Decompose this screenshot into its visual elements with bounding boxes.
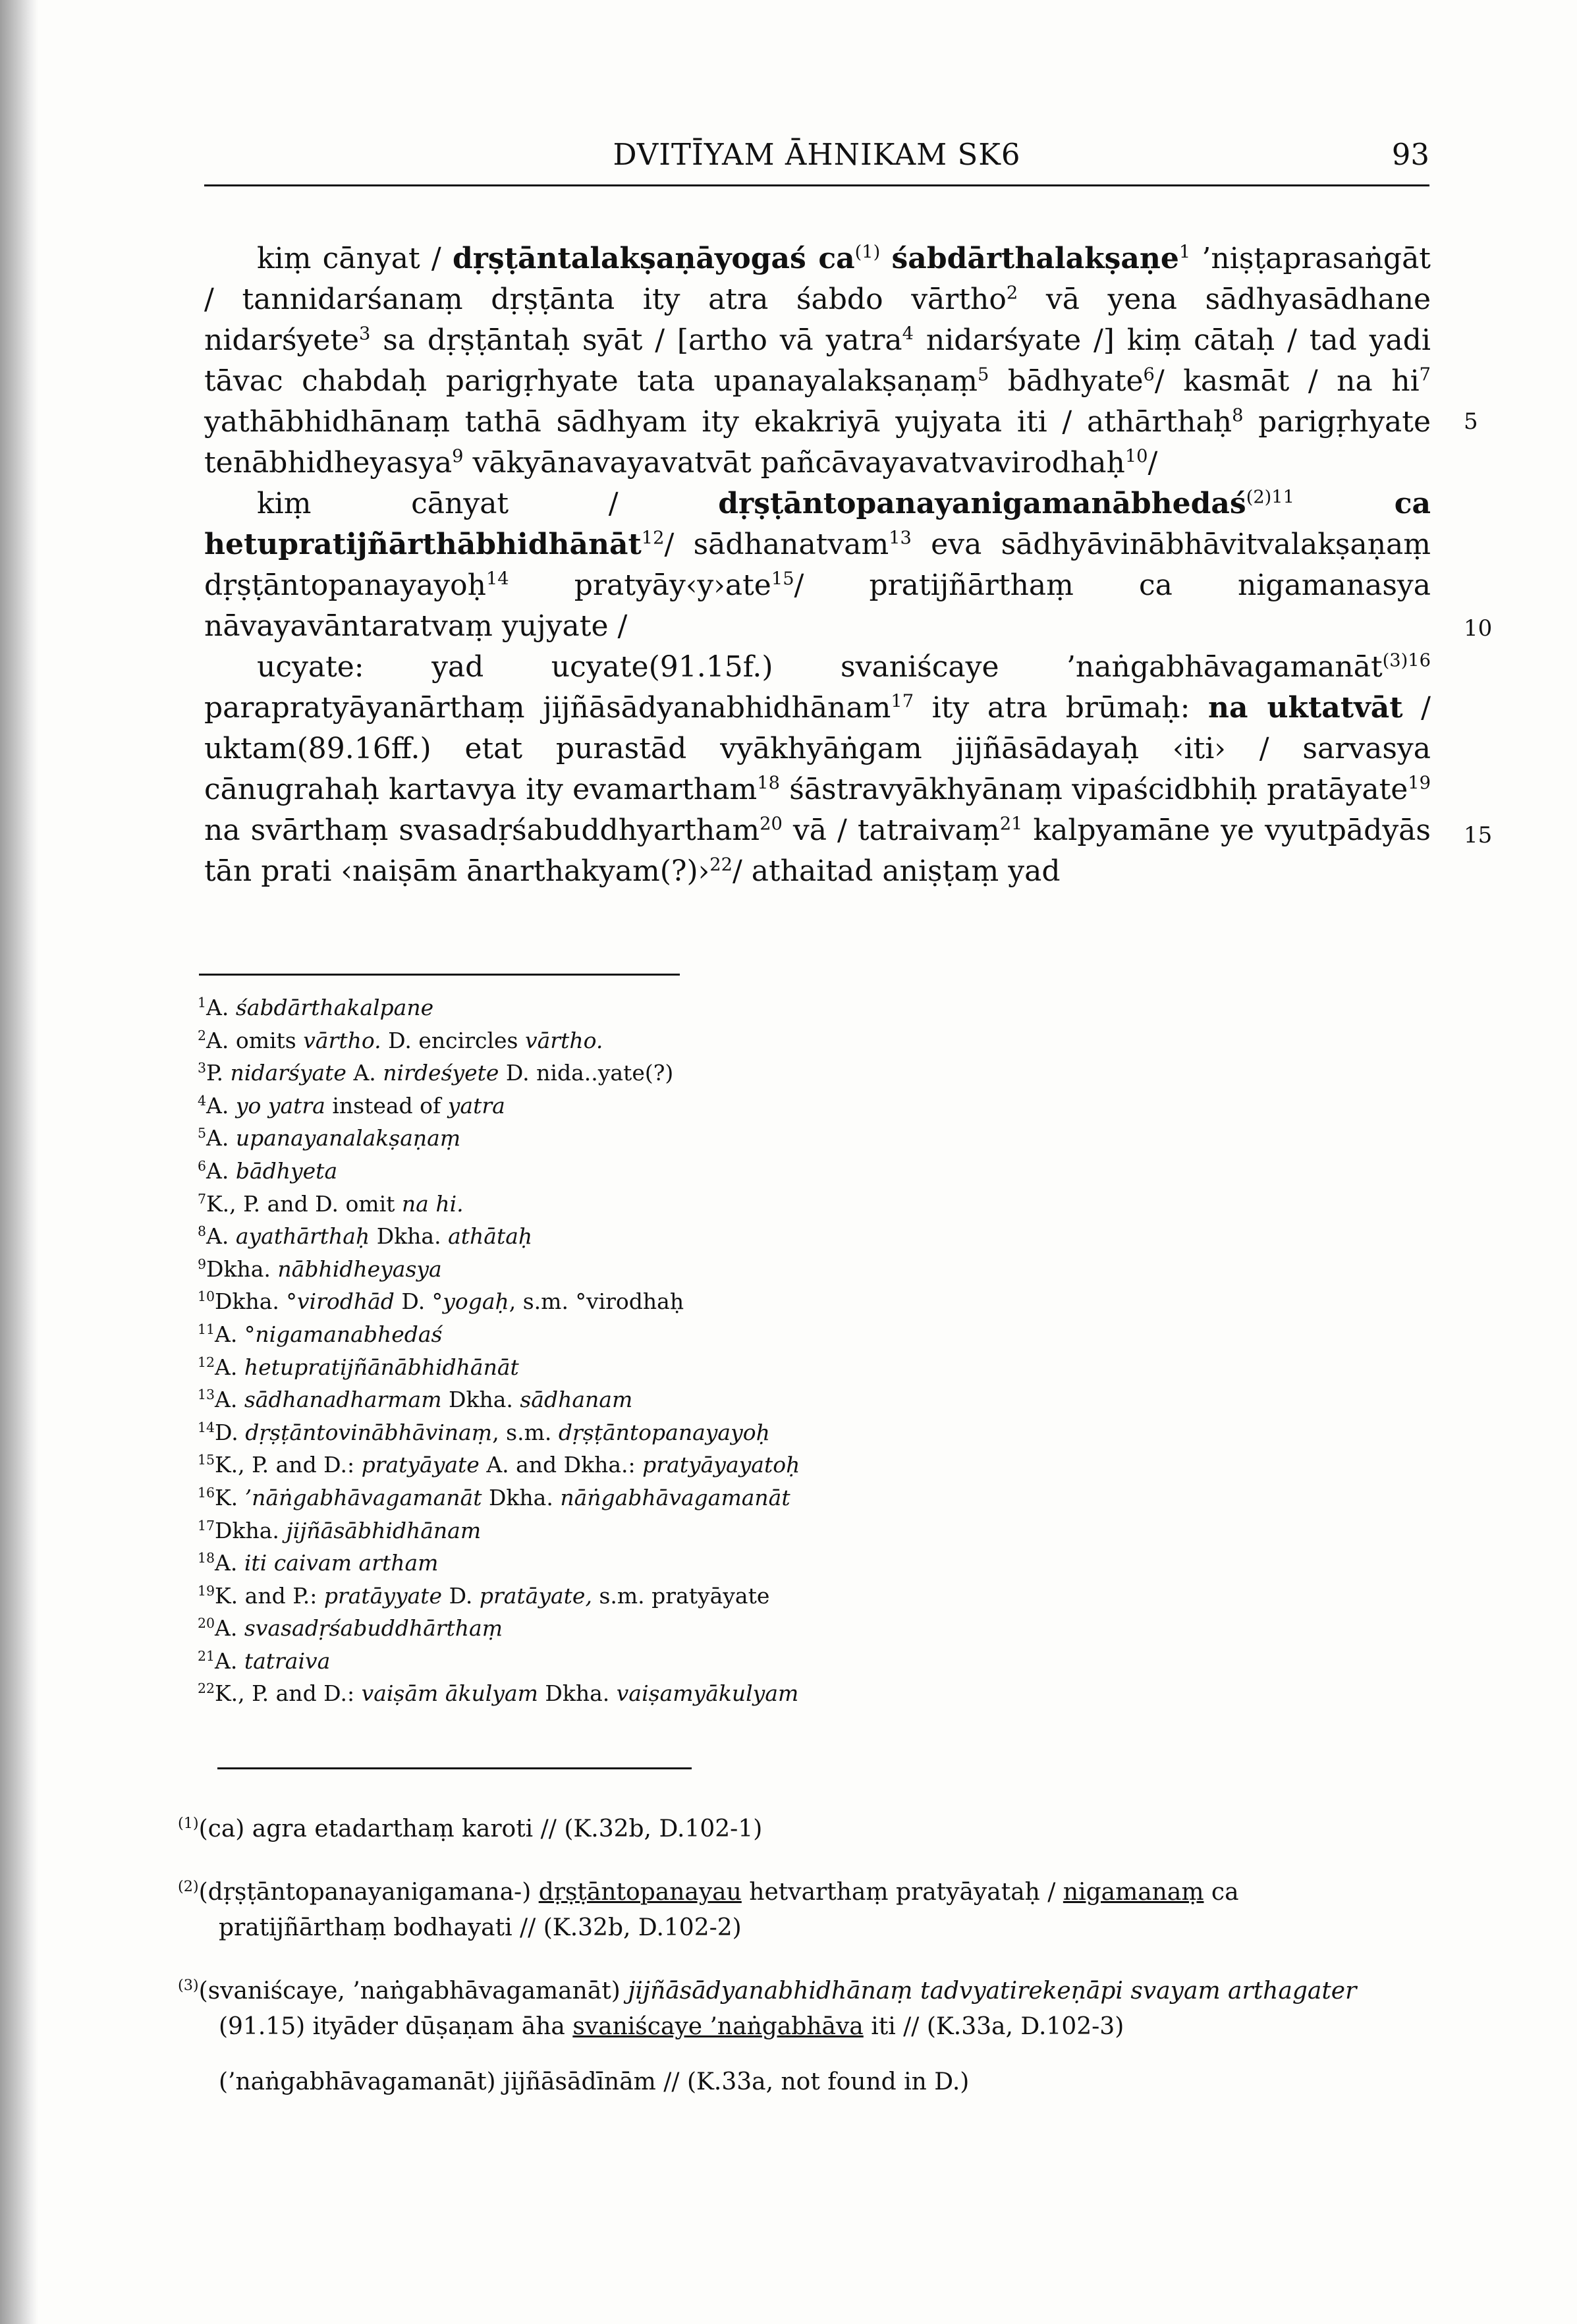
paragraph-1: kiṃ cānyat / dṛṣṭāntalakṣaṇāyogaś $ca^{(1)}$ śabdārthalakṣaṇe$^1$ ’niṣṭaprasaṅgāt / tannidarśanaṃ dṛṣṭānta ity atra śabdo vārtho$^2$ vā yena sādhyasādhane nidarśyete$^3$ sa dṛṣṭāntaḥ syāt / [artho vā yatra$^4$ nidarśyate /] kiṃ cātaḥ / tad yadi tāvac chabdaḥ parigṛhyate tata upanayalakṣaṇaṃ$^5$ bādhyate$^6$/ kasmāt / na $hi^7$ yathābhidhānaṃ tathā sādhyam ity ekakriyā yujyata iti / athārthaḥ$^8$ parigṛhyate tenābhidheyasya$^9$ vākyānavayavatvāt pañcāvayavatvavirodhaḥ$^{10}$/ (204, 242, 1431, 480)
footnote-item: $^6$A. bādhyeta (198, 1157, 338, 1184)
footnote-item: $^{10}$Dkha. °virodhād D. °yogaḥ, s.m. °virodhaḥ (198, 1288, 684, 1315)
footnote-item: $^{21}$A. tatraiva (198, 1647, 331, 1674)
tibetan-note-3-extra: (’naṅgabhāvagamanāt) jijñāsādīnām // (K.33a, not found in D.) (219, 2068, 970, 2095)
paragraph-3: ucyate: yad ucyate(91.15f.) svaniścaye ’naṅgabhāvagamanāt$^{(3)16}$ parapratyāyanārthaṃ jijñāsādyanabhidhānam$^{17}$ ity atra brūmaḥ: na uktatvāt / uktam(89.16ff.) etat purastād vyākhyāṅgam jijñāsādayaḥ ‹iti› / sarvasya cānugrahaḥ kartavya ity evamartham$^{18}$ śāstravyākhyānaṃ vipaścidbhiḥ pratāyate$^{19}$ na svārthaṃ svasadṛśabuddhyartham$^{20}$ vā / tatraivaṃ$^{21}$ kalpyamāne ye vyutpādyās tān prati ‹naiṣām ānarthakyam(?)›$^{22}$/ athaitad aniṣṭaṃ yad (204, 650, 1431, 888)
footnote-item: $^{14}$D. dṛṣṭāntovinābhāvinaṃ, s.m. dṛṣṭāntopanayayoḥ (198, 1419, 770, 1445)
line-number-5: 5 (1464, 408, 1478, 435)
tibetan-note-3: $^{(3)}$(svaniścaye, ’naṅgabhāvagamanāt) jijñāsādyanabhidhānaṃ tadvyatirekeṇāpi svayam arthagater (91.15) ityāder dūṣaṇam āha svaniścaye ’naṅgabhāva iti // (K.33a, D.102-3) (’naṅgabhāvagamanāt) jijñāsādīnām // (K.33a, not found in D.) (178, 1974, 1403, 2100)
page-number: 93 (1391, 137, 1429, 172)
footnote-item: $^{17}$Dkha. jijñāsābhidhānam (198, 1517, 482, 1543)
footnote-item: $^{12}$A. hetupratijñānābhidhānāt (198, 1354, 519, 1380)
footnote-item: $^8$A. ayathārthaḥ Dkha. athātaḥ (198, 1223, 533, 1250)
running-header (204, 132, 1429, 186)
footnote-item: $^{22}$K., P. and D.: vaiṣām ākulyam Dkha. vaiṣamyākulyam (198, 1680, 799, 1707)
footnote-item: $^{13}$A. sādhanadharmam Dkha. sādhanam (198, 1387, 633, 1413)
footnote-item: $^{11}$A. °nigamanabhedaś (198, 1321, 443, 1347)
footnote-item: $^{19}$K. and P.: pratāyyate D. pratāyate, s.m. pratyāyate (198, 1582, 770, 1609)
footnote-item: $^4$A. yo yatra instead of yatra (198, 1092, 505, 1119)
footnote-item: $^5$A. upanayanalakṣaṇaṃ (198, 1125, 461, 1151)
footnote-item: $^1$A. śabdārthakalpane (198, 995, 434, 1020)
footnote-item: $^3$P. nidarśyate A. nirdeśyete D. nida..yate(?) (198, 1060, 674, 1086)
tibetan-note-2: $^{(2)}$(dṛṣṭāntopanayanigamana-) dṛṣṭāntopanayau hetvarthaṃ pratyāyataḥ / nigamanaṃ ca pratijñārthaṃ bodhayati // (K.32b, D.102-2) (178, 1878, 1239, 1941)
page-gutter-shadow (0, 0, 38, 2324)
line-number-10: 10 (1464, 615, 1493, 642)
tibetan-note-1: $^{(1)}$(ca) agra etadarthaṃ karoti // (K.32b, D.102-1) (178, 1815, 763, 1842)
notes-separator (217, 1767, 692, 1769)
footnote-item: $^2$A. omits vārtho. D. encircles vārtho. (198, 1027, 603, 1053)
paragraph-2: kiṃ cānyat / dṛṣṭāntopanayanigamanābhedaś$^{(2)11}$ ca hetupratijñārthābhidhānāt$^{12}$/ sādhanatvam$^{13}$ eva sādhyāvinābhāvitvalakṣaṇaṃ dṛṣṭāntopanayayoḥ$^{14}$ pratyāy‹y›ate$^{15}$/ pratijñārthaṃ ca nigamanasya nāvayavāntaratvaṃ yujyate / (204, 487, 1431, 643)
footnote-item: $^9$Dkha. nābhidheyasya (198, 1256, 442, 1282)
header-title: DVITĪYAM ĀHNIKAM SK6 (613, 137, 1021, 172)
footnote-item: $^{18}$A. iti caivam artham (198, 1550, 439, 1576)
footnote-item: $^7$K., P. and D. omit na hi. (198, 1190, 464, 1217)
tibetan-notes (178, 1812, 1403, 2128)
footnote-separator (199, 974, 680, 976)
footnote-item: $^{16}$K. ’nāṅgabhāvagamanāt Dkha. nāṅgabhāvagamanāt (198, 1484, 790, 1510)
main-text (204, 238, 1431, 892)
apparatus-footnotes (198, 991, 1252, 1710)
line-number-15: 15 (1464, 822, 1493, 848)
footnote-item: $^{20}$A. svasadṛśabuddhārthaṃ (198, 1615, 503, 1642)
footnote-item: $^{15}$K., P. and D.: pratyāyate A. and Dkha.: pratyāyayatoḥ (198, 1452, 800, 1478)
